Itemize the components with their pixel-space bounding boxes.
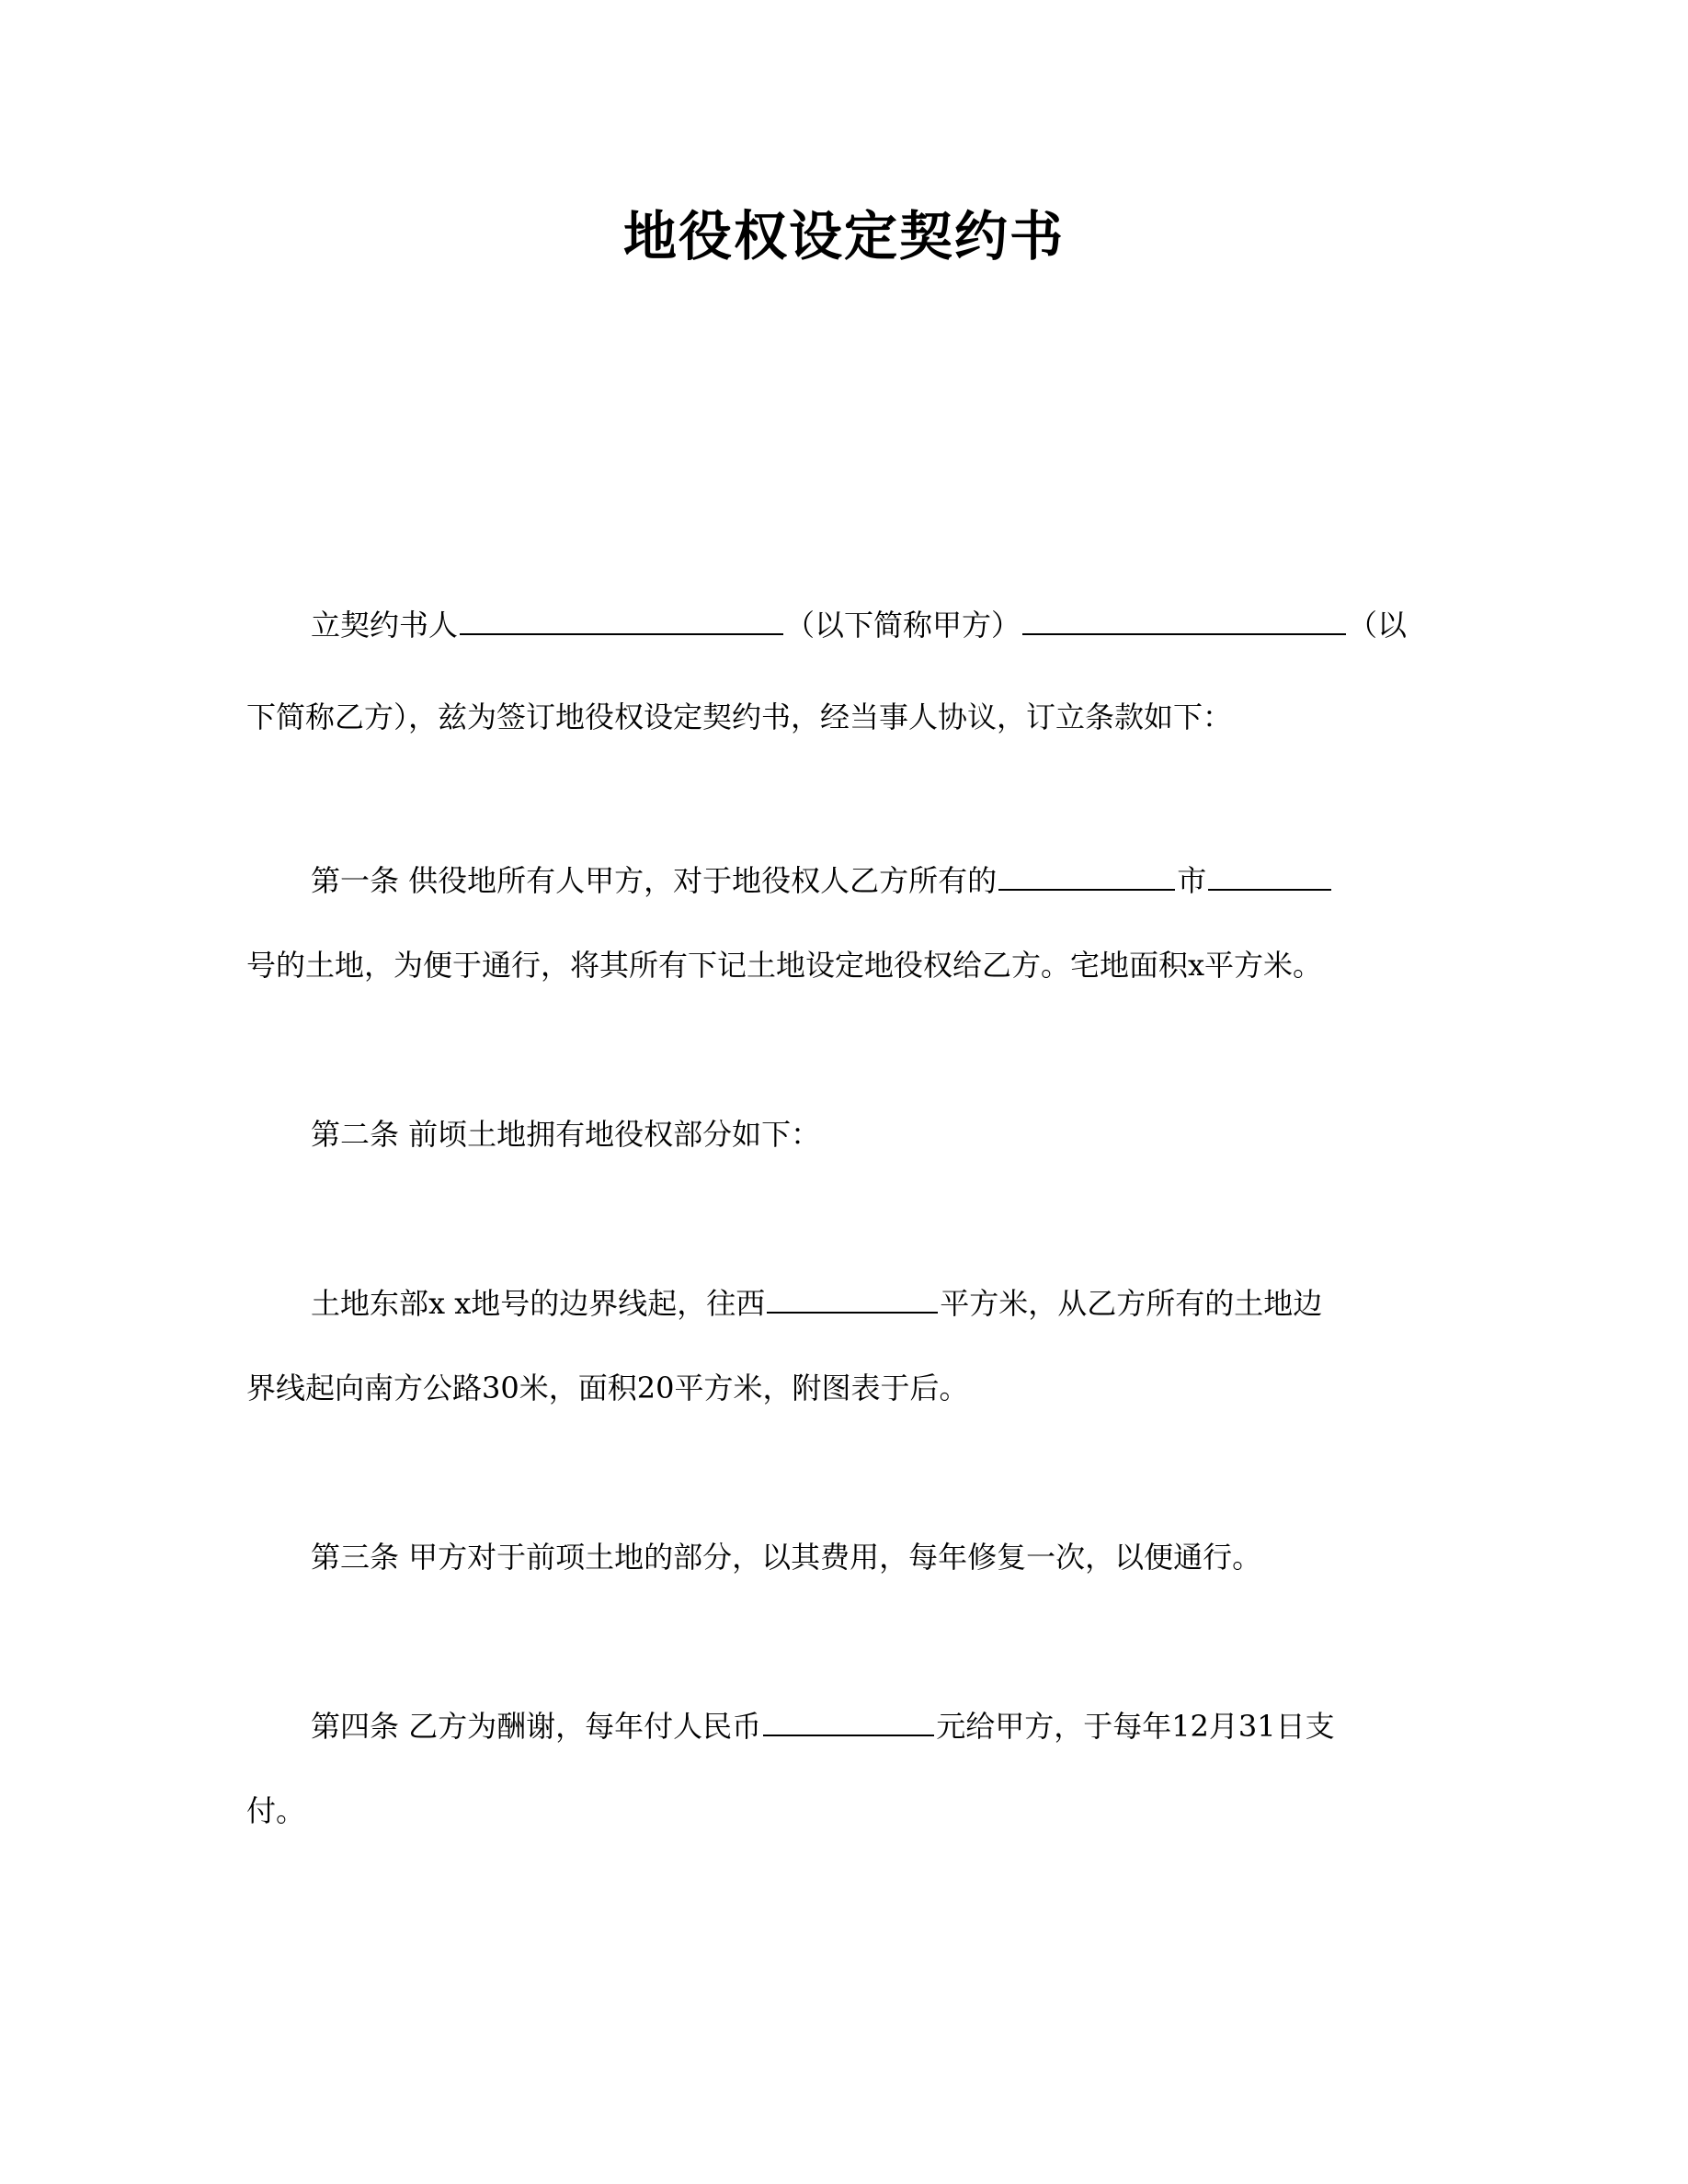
article2-detail-text-b: 平方米，从乙方所有的土地边 (940, 1286, 1323, 1321)
preamble-line-1 (311, 605, 1407, 645)
city-blank (998, 861, 1175, 891)
article1-text-a: 第一条 供役地所有人甲方，对于地役权人乙方所有的 (311, 863, 998, 898)
preamble-text-b: （以下简称甲方） (785, 608, 1021, 643)
lot-number-blank (1208, 861, 1331, 891)
article2-detail-line-1 (311, 1283, 1322, 1324)
party-b-blank (1022, 606, 1346, 635)
document-title: 地役权设定契约书 (622, 205, 1065, 267)
article2-detail-text-a: 土地东部x x地号的边界线起，往西 (311, 1286, 766, 1321)
article4-line-1 (311, 1706, 1335, 1746)
party-a-blank (460, 606, 783, 635)
article1-line-2: 号的土地，为便于通行，将其所有下记土地设定地役权给乙方。宅地面积x平方米。 (246, 948, 1323, 983)
article4-line-2: 付。 (246, 1793, 306, 1828)
article1-line-1 (311, 860, 1333, 901)
preamble-text-a: 立契约书人 (311, 608, 459, 643)
preamble-line-2: 下简称乙方），兹为签订地役权设定契约书，经当事人协议，订立条款如下： (246, 700, 1233, 734)
article4-text-b: 元给甲方，于每年12月31日支 (936, 1709, 1335, 1744)
article4-text-a: 第四条 乙方为酬谢，每年付人民币 (311, 1709, 762, 1744)
area-blank (767, 1284, 938, 1314)
payment-amount-blank (763, 1707, 934, 1736)
preamble-text-c: （以 (1348, 608, 1408, 643)
article2-detail-line-2: 界线起向南方公路30米，面积20平方米，附图表于后。 (246, 1371, 969, 1405)
article1-text-b: 市 (1177, 863, 1207, 898)
article3-line-1: 第三条 甲方对于前项土地的部分，以其费用，每年修复一次，以便通行。 (311, 1540, 1262, 1575)
article2-line-1: 第二条 前顷土地拥有地役权部分如下： (311, 1117, 821, 1152)
